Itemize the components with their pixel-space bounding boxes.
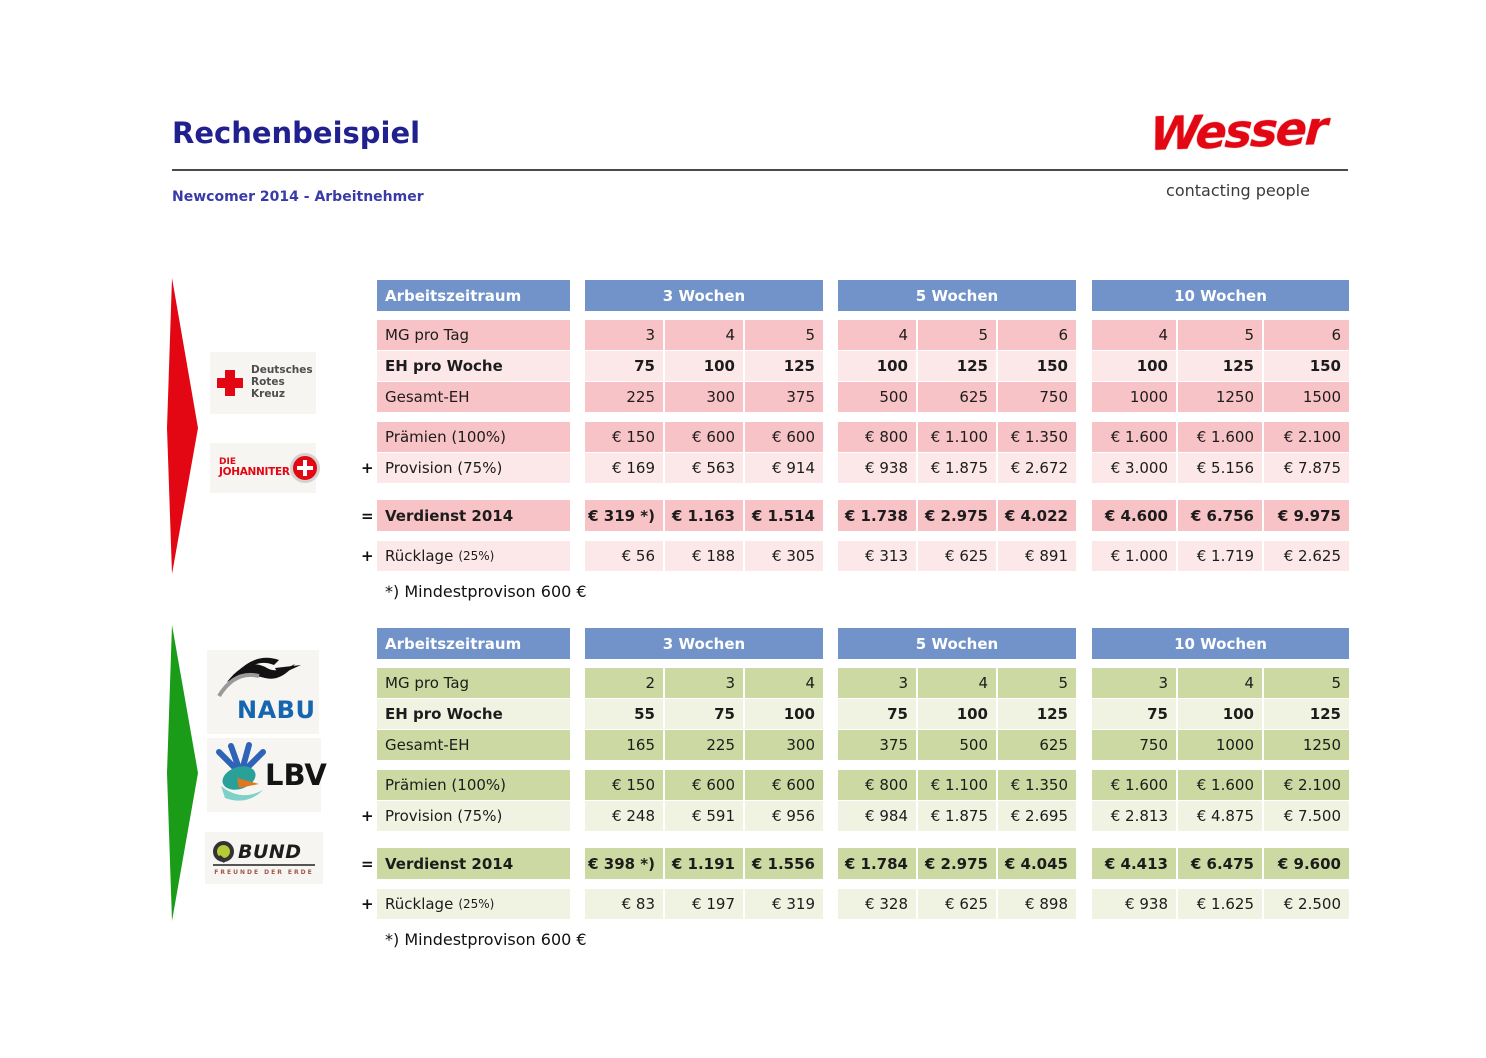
page-title: Rechenbeispiel (172, 116, 421, 150)
value-cell: € 313 (838, 541, 916, 571)
value-cell: 125 (918, 351, 996, 381)
row-label-text: EH pro Woche (385, 357, 503, 375)
row-prefix: + (361, 895, 374, 913)
value-cell: 1250 (1264, 730, 1349, 760)
value-cell: 100 (745, 699, 823, 729)
bund-divider (213, 864, 315, 866)
value-cell: 225 (585, 382, 663, 412)
value-cell: € 1.100 (918, 770, 996, 800)
earnings-table-nabu (361, 628, 1352, 919)
value-cell: 125 (1178, 351, 1262, 381)
value-cell: € 169 (585, 453, 663, 483)
column-header-arbeitszeitraum: Arbeitszeitraum (377, 280, 570, 311)
row-label (361, 801, 570, 831)
value-cell: € 956 (745, 801, 823, 831)
wesser-logo-text: Wesser (1148, 100, 1328, 162)
value-cell: 3 (1092, 668, 1176, 698)
value-cell: 625 (918, 382, 996, 412)
row-label-text: Provision (75%) (385, 807, 503, 825)
value-cell: € 56 (585, 541, 663, 571)
value-cell: € 4.600 (1092, 500, 1176, 531)
value-cell: 4 (838, 320, 916, 350)
value-cell: 500 (918, 730, 996, 760)
value-cell: € 4.045 (998, 848, 1076, 879)
value-cell: € 1.784 (838, 848, 916, 879)
value-cell: € 4.875 (1178, 801, 1262, 831)
value-cell: 165 (585, 730, 663, 760)
drk-line: Kreuz (251, 387, 286, 400)
value-cell: 4 (665, 320, 743, 350)
value-cell: 150 (1264, 351, 1349, 381)
value-cell: € 1.163 (665, 500, 743, 531)
logo-johanniter (210, 443, 316, 493)
value-cell: € 1.600 (1178, 770, 1262, 800)
logo-nabu (207, 650, 319, 734)
value-cell: € 800 (838, 770, 916, 800)
value-cell: € 591 (665, 801, 743, 831)
value-cell: € 1.100 (918, 422, 996, 452)
value-cell: € 1.719 (1178, 541, 1262, 571)
value-cell: € 1.625 (1178, 889, 1262, 919)
johanniter-line2: JOHANNITER (219, 466, 290, 479)
bund-ring-icon (213, 841, 234, 862)
value-cell: 75 (665, 699, 743, 729)
value-cell: € 2.100 (1264, 422, 1349, 452)
value-cell: € 800 (838, 422, 916, 452)
logo-drk (210, 352, 316, 414)
column-header-group: 10 Wochen (1092, 628, 1349, 659)
column-header-group: 3 Wochen (585, 628, 823, 659)
row-label-text: EH pro Woche (385, 705, 503, 723)
value-cell: € 7.500 (1264, 801, 1349, 831)
value-cell: € 898 (998, 889, 1076, 919)
value-cell: 3 (665, 668, 743, 698)
value-cell: € 2.975 (918, 848, 996, 879)
value-cell: € 1.514 (745, 500, 823, 531)
value-cell: € 1.600 (1092, 770, 1176, 800)
column-header-group: 3 Wochen (585, 280, 823, 311)
value-cell: € 1.350 (998, 422, 1076, 452)
footnote-drk: *) Mindestprovison 600 € (385, 582, 587, 601)
earnings-table-drk (361, 280, 1352, 571)
value-cell: € 4.413 (1092, 848, 1176, 879)
page-subtitle: Newcomer 2014 - Arbeitnehmer (172, 189, 424, 205)
value-cell: 4 (745, 668, 823, 698)
value-cell: 55 (585, 699, 663, 729)
table-nabu-wrapper (361, 628, 1352, 963)
value-cell: € 9.600 (1264, 848, 1349, 879)
row-label-note: (25%) (458, 897, 495, 911)
value-cell: € 600 (745, 770, 823, 800)
value-cell: 2 (585, 668, 663, 698)
drk-line: Rotes (251, 376, 285, 389)
red-arrow-icon (166, 278, 198, 574)
row-label (361, 500, 570, 531)
value-cell: 300 (665, 382, 743, 412)
value-cell: € 398 *) (585, 848, 663, 879)
drk-label (251, 365, 313, 400)
bund-tagline: FREUNDE DER ERDE (214, 868, 314, 876)
value-cell: 5 (1264, 668, 1349, 698)
value-cell: 75 (585, 351, 663, 381)
value-cell: 100 (1092, 351, 1176, 381)
value-cell: 6 (1264, 320, 1349, 350)
title-divider (172, 169, 1348, 171)
value-cell: 125 (1264, 699, 1349, 729)
stork-icon (213, 652, 309, 698)
value-cell: 6 (998, 320, 1076, 350)
value-cell: € 6.756 (1178, 500, 1262, 531)
value-cell: 100 (665, 351, 743, 381)
value-cell: € 1.191 (665, 848, 743, 879)
value-cell: 5 (745, 320, 823, 350)
row-label (377, 668, 570, 698)
value-cell: € 1.875 (918, 801, 996, 831)
value-cell: 300 (745, 730, 823, 760)
value-cell: 500 (838, 382, 916, 412)
value-cell: € 1.000 (1092, 541, 1176, 571)
row-label-text: MG pro Tag (385, 674, 470, 692)
row-label-text: Verdienst 2014 (385, 854, 514, 873)
value-cell: € 1.600 (1178, 422, 1262, 452)
logo-bund (205, 832, 323, 884)
row-prefix: = (361, 506, 374, 525)
row-label (377, 730, 570, 760)
value-cell: € 7.875 (1264, 453, 1349, 483)
value-cell: € 600 (745, 422, 823, 452)
value-cell: 125 (998, 699, 1076, 729)
row-label-text: Rücklage (385, 547, 454, 565)
value-cell: € 1.738 (838, 500, 916, 531)
value-cell: 4 (1178, 668, 1262, 698)
value-cell: € 625 (918, 541, 996, 571)
wesser-logo (1134, 100, 1342, 162)
value-cell: € 248 (585, 801, 663, 831)
row-label (361, 453, 570, 483)
value-cell: 150 (998, 351, 1076, 381)
value-cell: € 2.672 (998, 453, 1076, 483)
column-header-group: 10 Wochen (1092, 280, 1349, 311)
value-cell: € 2.695 (998, 801, 1076, 831)
johanniter-cross-badge-icon (290, 453, 320, 483)
value-cell: 625 (998, 730, 1076, 760)
row-prefix: + (361, 547, 374, 565)
footnote-nabu: *) Mindestprovison 600 € (385, 930, 587, 949)
row-label-text: Prämien (100%) (385, 776, 507, 794)
value-cell: € 563 (665, 453, 743, 483)
value-cell: 1000 (1092, 382, 1176, 412)
row-label (377, 351, 570, 381)
value-cell: € 625 (918, 889, 996, 919)
value-cell: 5 (1178, 320, 1262, 350)
value-cell: € 891 (998, 541, 1076, 571)
value-cell: € 305 (745, 541, 823, 571)
value-cell: € 188 (665, 541, 743, 571)
value-cell: € 5.156 (1178, 453, 1262, 483)
row-label-text: MG pro Tag (385, 326, 470, 344)
value-cell: 750 (1092, 730, 1176, 760)
nabu-label: NABU (237, 696, 316, 724)
value-cell: € 319 *) (585, 500, 663, 531)
value-cell: 5 (918, 320, 996, 350)
row-prefix: = (361, 854, 374, 873)
brand-tagline: contacting people (1166, 181, 1310, 200)
row-label (361, 848, 570, 879)
row-label (361, 889, 570, 919)
value-cell: 100 (838, 351, 916, 381)
value-cell: 75 (838, 699, 916, 729)
value-cell: 375 (838, 730, 916, 760)
row-label (377, 382, 570, 412)
green-arrow-icon (166, 625, 198, 921)
value-cell: 1250 (1178, 382, 1262, 412)
value-cell: 4 (1092, 320, 1176, 350)
bund-label: BUND (238, 840, 302, 863)
row-label-text: Gesamt-EH (385, 388, 470, 406)
value-cell: € 2.975 (918, 500, 996, 531)
row-label (377, 699, 570, 729)
value-cell: 225 (665, 730, 743, 760)
column-header-group: 5 Wochen (838, 280, 1076, 311)
column-header-arbeitszeitraum: Arbeitszeitraum (377, 628, 570, 659)
value-cell: 1500 (1264, 382, 1349, 412)
value-cell: € 9.975 (1264, 500, 1349, 531)
value-cell: 100 (1178, 699, 1262, 729)
row-label-text: Prämien (100%) (385, 428, 507, 446)
drk-line: Deutsches (251, 364, 313, 377)
row-label (377, 422, 570, 452)
value-cell: 3 (585, 320, 663, 350)
table-drk-wrapper (361, 280, 1352, 615)
value-cell: 100 (918, 699, 996, 729)
row-prefix: + (361, 459, 374, 477)
value-cell: € 1.350 (998, 770, 1076, 800)
value-cell: 75 (1092, 699, 1176, 729)
value-cell: 125 (745, 351, 823, 381)
value-cell: € 83 (585, 889, 663, 919)
value-cell: € 2.100 (1264, 770, 1349, 800)
value-cell: 375 (745, 382, 823, 412)
value-cell: € 938 (838, 453, 916, 483)
row-label-text: Verdienst 2014 (385, 506, 514, 525)
value-cell: € 1.875 (918, 453, 996, 483)
row-label (377, 320, 570, 350)
johanniter-line1: DIE (219, 456, 236, 467)
value-cell: € 2.500 (1264, 889, 1349, 919)
value-cell: 4 (918, 668, 996, 698)
row-label-text: Provision (75%) (385, 459, 503, 477)
johanniter-label (219, 458, 290, 478)
row-label-note: (25%) (458, 549, 495, 563)
row-label (361, 541, 570, 571)
value-cell: € 914 (745, 453, 823, 483)
value-cell: € 600 (665, 770, 743, 800)
row-label-text: Rücklage (385, 895, 454, 913)
value-cell: € 319 (745, 889, 823, 919)
value-cell: € 197 (665, 889, 743, 919)
value-cell: € 4.022 (998, 500, 1076, 531)
value-cell: € 984 (838, 801, 916, 831)
logo-lbv (207, 738, 327, 812)
column-header-group: 5 Wochen (838, 628, 1076, 659)
value-cell: € 328 (838, 889, 916, 919)
value-cell: € 2.813 (1092, 801, 1176, 831)
value-cell: € 1.600 (1092, 422, 1176, 452)
value-cell: € 6.475 (1178, 848, 1262, 879)
value-cell: € 938 (1092, 889, 1176, 919)
bund-logo-row (213, 841, 315, 863)
row-prefix: + (361, 807, 374, 825)
lbv-label: LBV (265, 758, 327, 792)
value-cell: € 1.556 (745, 848, 823, 879)
row-label (377, 770, 570, 800)
row-label-text: Gesamt-EH (385, 736, 470, 754)
value-cell: 750 (998, 382, 1076, 412)
value-cell: € 150 (585, 422, 663, 452)
value-cell: 1000 (1178, 730, 1262, 760)
red-cross-icon (217, 370, 243, 396)
value-cell: € 600 (665, 422, 743, 452)
value-cell: € 150 (585, 770, 663, 800)
value-cell: € 3.000 (1092, 453, 1176, 483)
value-cell: 3 (838, 668, 916, 698)
value-cell: 5 (998, 668, 1076, 698)
value-cell: € 2.625 (1264, 541, 1349, 571)
